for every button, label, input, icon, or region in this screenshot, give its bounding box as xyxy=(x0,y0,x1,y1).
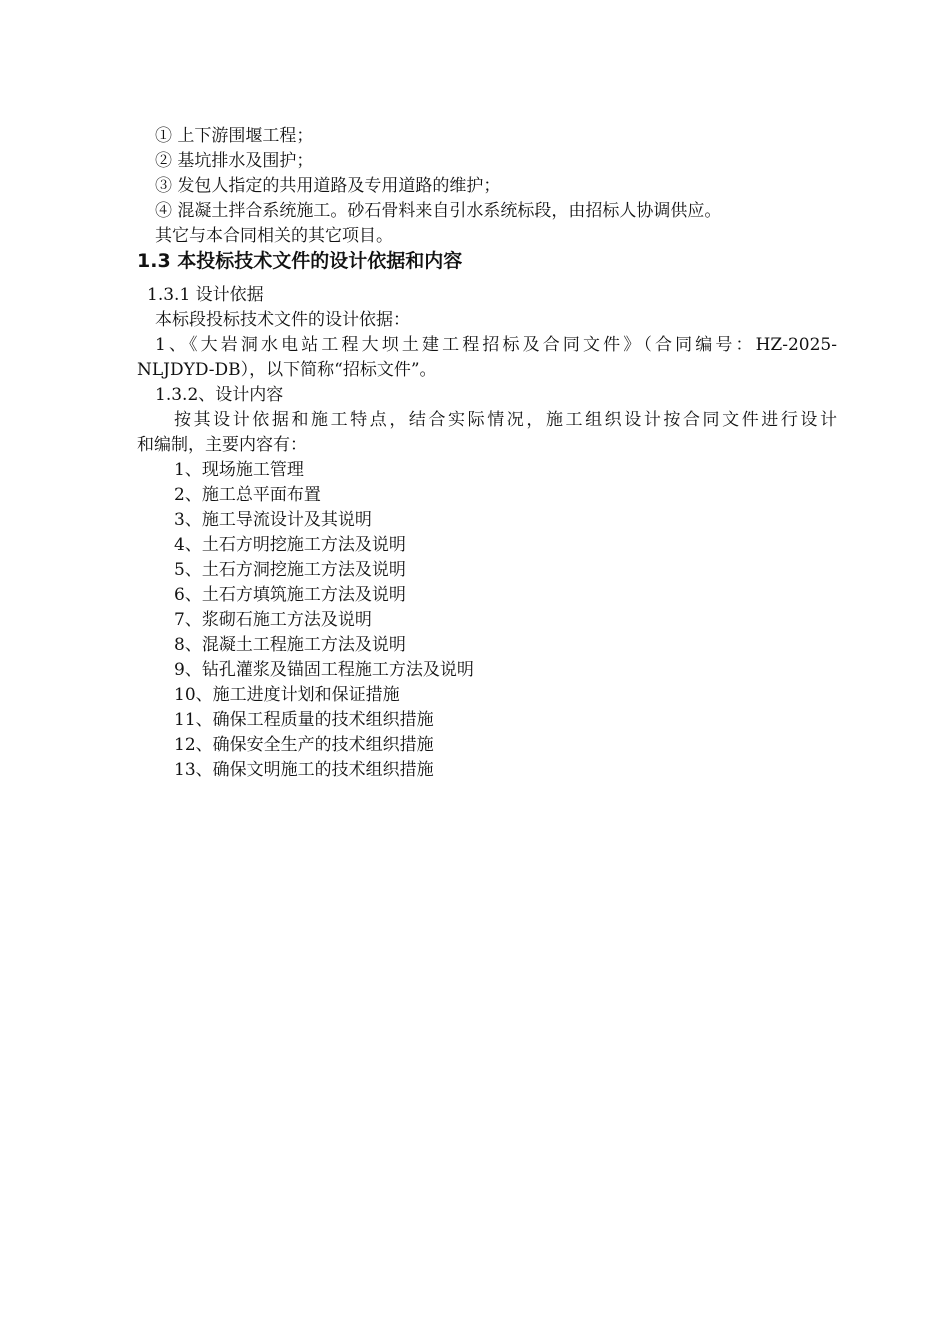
design-content-paragraph-line-2: 和编制，主要内容有： xyxy=(137,435,307,455)
content-list-item: 9、钻孔灌浆及锚固工程施工方法及说明 xyxy=(174,660,474,680)
content-list-item: 4、土石方明挖施工方法及说明 xyxy=(174,535,406,555)
content-list-item: 5、土石方洞挖施工方法及说明 xyxy=(174,560,406,580)
content-list-item: 3、施工导流设计及其说明 xyxy=(174,510,372,530)
design-basis-line-2: NLJDYD-DB），以下简称“招标文件”。 xyxy=(137,360,437,380)
scope-item-2: ② 基坑排水及围护； xyxy=(155,151,314,171)
scope-item-1: ① 上下游围堰工程； xyxy=(155,126,314,146)
content-list-item: 12、确保安全生产的技术组织措施 xyxy=(174,735,434,755)
content-list-item: 6、土石方填筑施工方法及说明 xyxy=(174,585,406,605)
subsection-title-design-basis: 1.3.1 设计依据 xyxy=(147,285,264,305)
content-list-item: 2、施工总平面布置 xyxy=(174,485,321,505)
design-content-paragraph-line-1: 按其设计依据和施工特点，结合实际情况，施工组织设计按合同文件进行设计 xyxy=(174,410,837,430)
content-list-item: 7、浆砌石施工方法及说明 xyxy=(174,610,372,630)
design-basis-line-1: 1、《大岩洞水电站工程大坝土建工程招标及合同文件》（合同编号：HZ-2025- xyxy=(155,335,837,355)
content-list-item: 10、施工进度计划和保证措施 xyxy=(174,685,400,705)
content-list-item: 13、确保文明施工的技术组织措施 xyxy=(174,760,434,780)
content-list-item: 11、确保工程质量的技术组织措施 xyxy=(174,710,434,730)
scope-item-5: 其它与本合同相关的其它项目。 xyxy=(155,226,393,246)
scope-item-4: ④ 混凝土拌合系统施工。砂石骨料来自引水系统标段，由招标人协调供应。 xyxy=(155,201,722,221)
content-list-item: 1、现场施工管理 xyxy=(174,460,304,480)
section-heading: 1.3 本投标技术文件的设计依据和内容 xyxy=(137,250,463,272)
scope-item-3: ③ 发包人指定的共用道路及专用道路的维护； xyxy=(155,176,501,196)
content-list-item: 8、混凝土工程施工方法及说明 xyxy=(174,635,406,655)
subsection-title-design-content: 1.3.2、设计内容 xyxy=(155,385,284,405)
design-basis-intro: 本标段投标技术文件的设计依据： xyxy=(155,310,410,330)
